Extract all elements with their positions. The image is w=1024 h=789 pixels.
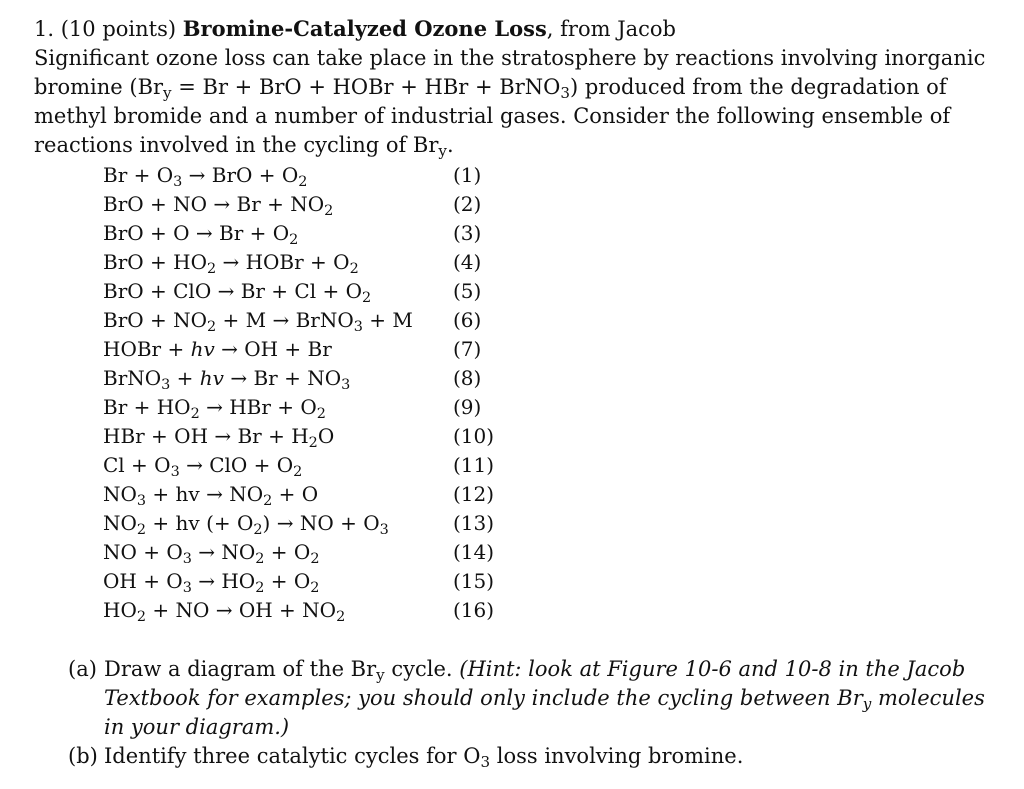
reaction-number: (13) <box>453 511 495 535</box>
reaction-row <box>103 393 1004 422</box>
reaction-equation: BrO + $O \to Br + O_2$ <box>103 221 299 249</box>
reaction-equation: HBr + OH → $Br + H_2O$ <box>103 424 335 452</box>
problem-points: (10 points) <box>60 17 177 41</box>
question-text: Identify three catalytic cycles for $O_3$ loss involving bromine. <box>104 744 744 772</box>
reaction-equation: $HO_2$ + NO → OH + $NO_2$ <box>103 598 346 626</box>
reaction-equation: HOBr + hv → OH + Br <box>103 337 332 361</box>
question-label: (a) <box>68 657 97 681</box>
reaction-list <box>103 161 1004 625</box>
reaction-number: (7) <box>453 337 482 361</box>
reaction-row <box>103 480 1004 509</box>
reaction-number: (15) <box>453 569 495 593</box>
question-label: (b) <box>68 744 98 768</box>
reaction-row <box>103 596 1004 625</box>
reaction-row <box>103 219 1004 248</box>
reaction-number: (4) <box>453 250 482 274</box>
problem-title: Bromine-Catalyzed Ozone Loss <box>182 16 547 41</box>
reaction-row <box>103 248 1004 277</box>
reaction-equation: BrO + $NO_2 + M$ → BrNO$_3$ + M <box>103 308 413 336</box>
reaction-row <box>103 277 1004 306</box>
reaction-equation: $Cl + O_3$ → ClO + $O_2$ <box>103 453 303 481</box>
reaction-row <box>103 422 1004 451</box>
reaction-equation: BrO + $HO_2$ → HOBr + $O_2$ <box>103 250 359 278</box>
reaction-number: (12) <box>453 482 495 506</box>
problem-number: 1. <box>34 17 55 41</box>
reaction-number: (16) <box>453 598 495 622</box>
reaction-row <box>103 161 1004 190</box>
reaction-number: (8) <box>453 366 482 390</box>
reaction-number: (5) <box>453 279 482 303</box>
reaction-equation: BrNO$_3$ + hv → $Br + NO_3$ <box>103 366 351 394</box>
reaction-equation: $NO_3$ + hv → $NO_2 + O$ <box>103 482 319 510</box>
reaction-equation: OH + $O_3 \to HO_2 + O_2$ <box>103 569 320 597</box>
reaction-equation: NO + $O_3 \to NO_2 + O_2$ <box>103 540 320 568</box>
reaction-row <box>103 190 1004 219</box>
reaction-number: (14) <box>453 540 495 564</box>
reaction-number: (10) <box>453 424 495 448</box>
reaction-equation: BrO + NO → $Br + NO_2$ <box>103 192 334 220</box>
problem-header <box>34 14 1004 44</box>
reaction-number: (9) <box>453 395 482 419</box>
reaction-row <box>103 364 1004 393</box>
problem-page <box>34 14 1004 771</box>
reaction-number: (6) <box>453 308 482 332</box>
reaction-equation: BrO + ClO → $Br + Cl + O_2$ <box>103 279 372 307</box>
reaction-number: (2) <box>453 192 482 216</box>
reaction-row <box>103 567 1004 596</box>
reaction-equation: $Br + HO_2$ → HBr + $O_2$ <box>103 395 326 423</box>
reaction-number: (11) <box>453 453 495 477</box>
problem-intro: Significant ozone loss can take place in the stratosphere by reactions involving inorganic bromine ($Br_y = Br$ + BrO + HOBr + HBr + BrNO$_3$) produced from the degradation of methyl bromide and a number of industrial gases. Consider the following ensemble of reactions involved in the cycling of $Br_y$. <box>34 46 986 161</box>
question-item <box>68 742 1004 771</box>
reaction-equation: $NO_2$ + hv (+ $O_2$) → NO + $O_3$ <box>103 511 389 539</box>
reaction-row <box>103 509 1004 538</box>
reaction-row <box>103 335 1004 364</box>
reaction-row <box>103 306 1004 335</box>
reaction-row <box>103 538 1004 567</box>
reaction-equation: $Br + O_3$ → BrO + $O_2$ <box>103 163 308 191</box>
reaction-number: (1) <box>453 163 482 187</box>
question-text: Draw a diagram of the $Br_y$ cycle. (Hint: look at Figure 10-6 and 10-8 in the Jacob Textbook for examples; you should only include the cycling between $Br_y$ molecules in your diagram.) <box>104 657 985 739</box>
question-list <box>68 655 1004 771</box>
reaction-row <box>103 451 1004 480</box>
problem-source: , from Jacob <box>546 17 676 41</box>
question-item <box>68 655 1004 742</box>
reaction-number: (3) <box>453 221 482 245</box>
